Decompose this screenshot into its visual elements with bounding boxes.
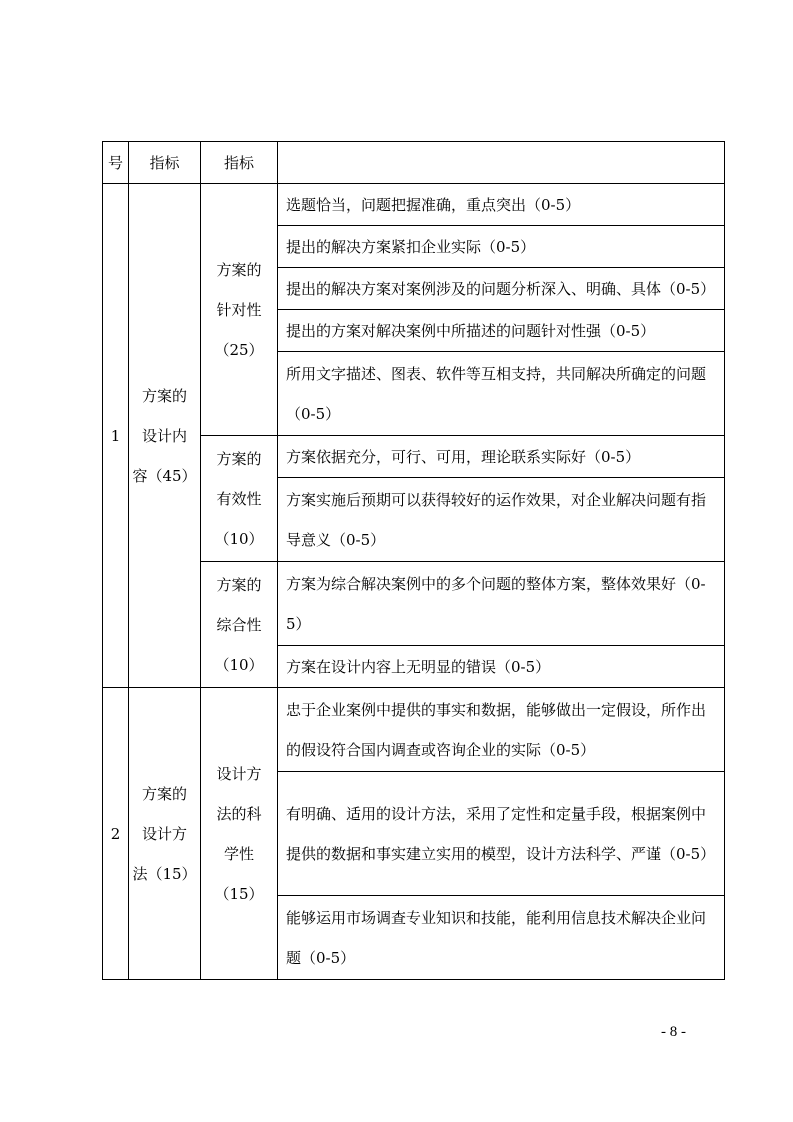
- criterion: 方案为综合解决案例中的多个问题的整体方案，整体效果好（0-5）: [278, 562, 725, 646]
- table-row: [103, 688, 725, 772]
- group-label: 方案的 综合性 （10）: [201, 562, 278, 688]
- criterion: 能够运用市场调查专业知识和技能，能利用信息技术解决企业问题（0-5）: [278, 896, 725, 980]
- criterion: 提出的解决方案紧扣企业实际（0-5）: [278, 226, 725, 268]
- section-number: 1: [103, 184, 129, 688]
- section-indicator: 方案的 设计内 容（45）: [129, 184, 201, 688]
- section-indicator: 方案的 设计方 法（15）: [129, 688, 201, 980]
- header-indicator-1: 指标: [129, 142, 201, 184]
- table-row: [103, 184, 725, 226]
- criterion: 方案在设计内容上无明显的错误（0-5）: [278, 646, 725, 688]
- criterion: 所用文字描述、图表、软件等互相支持，共同解决所确定的问题（0-5）: [278, 352, 725, 436]
- section-number: 2: [103, 688, 129, 980]
- group-label: 方案的 针对性 （25）: [201, 184, 278, 436]
- header-criteria: [278, 142, 725, 184]
- page-number: - 8 -: [661, 1024, 686, 1040]
- criterion: 方案依据充分，可行、可用，理论联系实际好（0-5）: [278, 436, 725, 478]
- header-indicator-2: 指标: [201, 142, 278, 184]
- header-row: [103, 142, 725, 184]
- header-number: 号: [103, 142, 129, 184]
- scoring-table: [102, 141, 725, 980]
- criterion: 有明确、适用的设计方法，采用了定性和定量手段，根据案例中提供的数据和事实建立实用的模型，设计方法科学、严谨（0-5）: [278, 772, 725, 896]
- criterion: 忠于企业案例中提供的事实和数据，能够做出一定假设，所作出的假设符合国内调查或咨询企业的实际（0-5）: [278, 688, 725, 772]
- criterion: 提出的解决方案对案例涉及的问题分析深入、明确、具体（0-5）: [278, 268, 725, 310]
- group-label: 设计方 法的科 学性 （15）: [201, 688, 278, 980]
- criterion: 方案实施后预期可以获得较好的运作效果，对企业解决问题有指导意义（0-5）: [278, 478, 725, 562]
- group-label: 方案的 有效性 （10）: [201, 436, 278, 562]
- criterion: 选题恰当，问题把握准确，重点突出（0-5）: [278, 184, 725, 226]
- criterion: 提出的方案对解决案例中所描述的问题针对性强（0-5）: [278, 310, 725, 352]
